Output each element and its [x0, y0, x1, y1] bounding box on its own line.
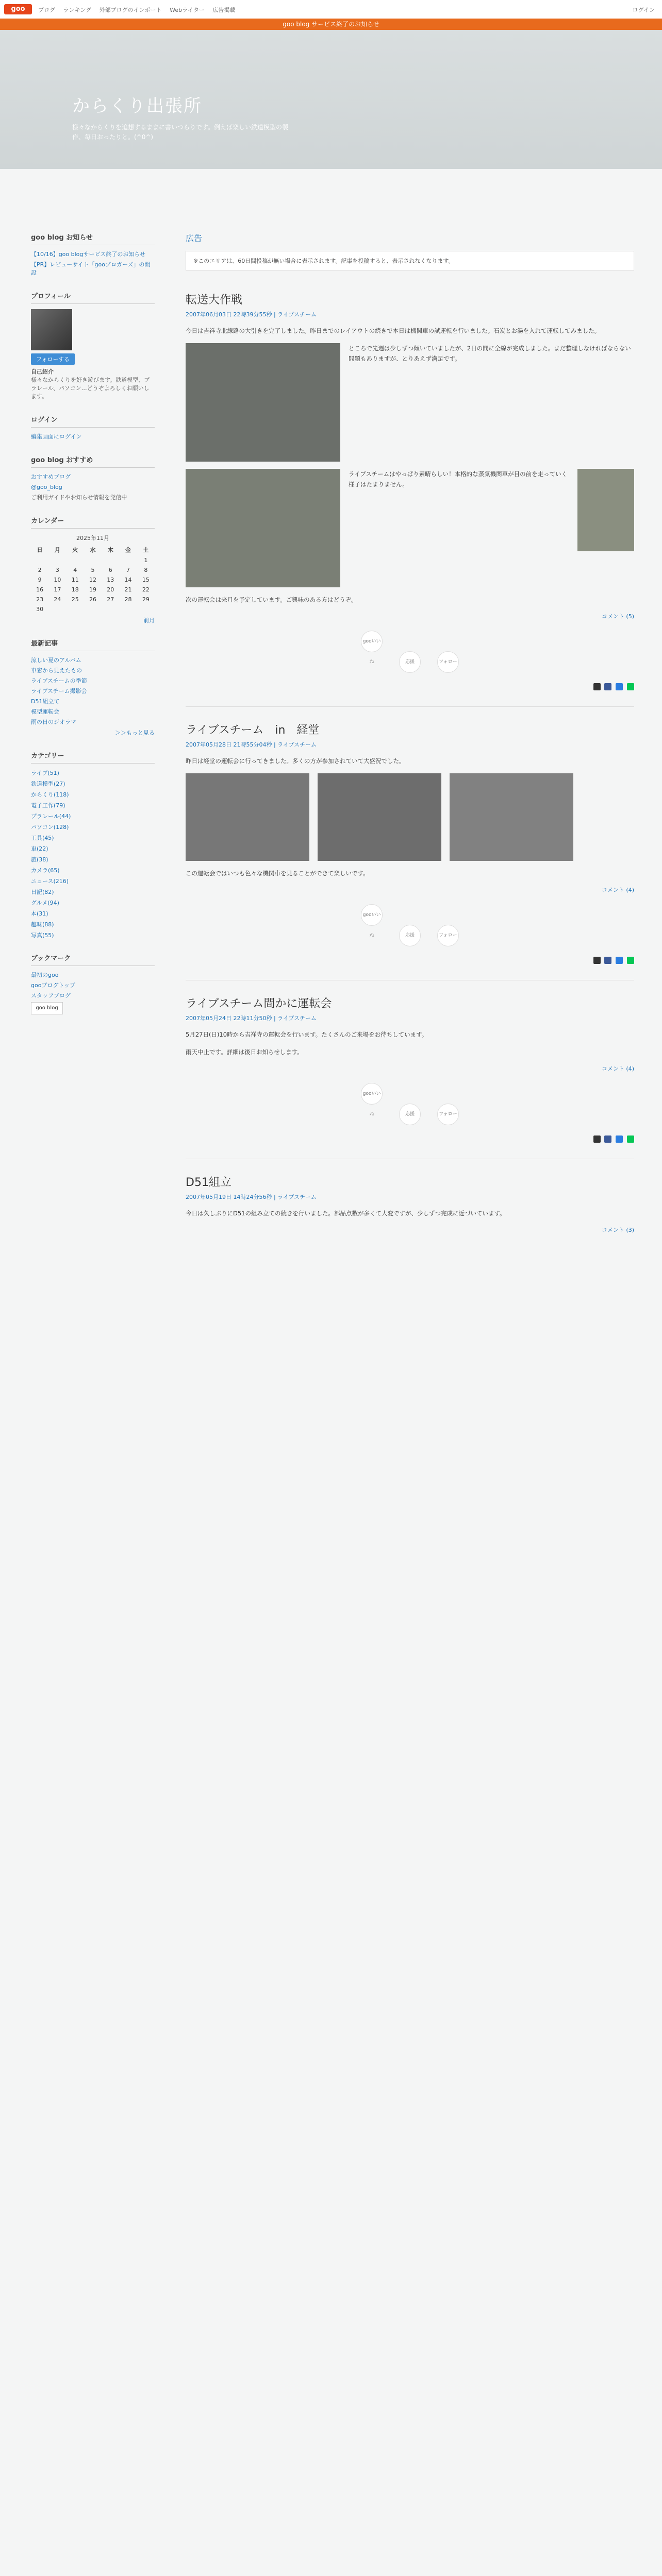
- recent-item[interactable]: 涼しい夏のアルバム: [31, 657, 81, 664]
- hatena-share-icon[interactable]: [616, 1136, 623, 1143]
- category-item[interactable]: 工具(45): [31, 835, 54, 841]
- avatar: [31, 309, 72, 350]
- category-item[interactable]: 車(22): [31, 845, 48, 852]
- calendar-day[interactable]: 16: [36, 586, 44, 593]
- category-item[interactable]: 電子工作(79): [31, 802, 65, 809]
- calendar-day[interactable]: 1: [144, 557, 148, 564]
- entry-paragraph: 5月27日(日)10時から吉祥寺の運転会を行います。たくさんのご来場をお待ちしています。: [186, 1031, 428, 1038]
- reaction-badge[interactable]: gooいいね: [361, 1083, 383, 1105]
- recommend-item[interactable]: おすすめブログ: [31, 473, 71, 480]
- section-title: ログイン: [31, 414, 155, 428]
- calendar-day[interactable]: 27: [107, 596, 114, 603]
- recent-item[interactable]: ライブスチーム撮影会: [31, 688, 87, 694]
- entry-title[interactable]: D51組立: [186, 1176, 231, 1189]
- login-section: [31, 414, 155, 441]
- calendar-day[interactable]: 25: [71, 596, 79, 603]
- profile-text: 様々なからくりを好き遊びます。鉄道模型、プラレール、パソコン…どうぞよろしくお願いします。: [31, 377, 150, 400]
- category-item[interactable]: カメラ(65): [31, 867, 60, 874]
- recommend-note: ご利用ガイドやお知らせ情報を発信中: [31, 494, 127, 501]
- facebook-share-icon[interactable]: [604, 957, 611, 964]
- calendar-day[interactable]: 12: [89, 577, 96, 583]
- category-section: [31, 750, 155, 939]
- category-item[interactable]: パソコン(128): [31, 824, 69, 831]
- section-title: カテゴリー: [31, 750, 155, 764]
- blog-entry: [186, 291, 634, 692]
- calendar-day: [137, 604, 155, 614]
- calendar-day: [84, 604, 102, 614]
- entry-title[interactable]: ライブスチーム間かに運転会: [186, 997, 332, 1010]
- facebook-share-icon[interactable]: [604, 683, 611, 690]
- line-share-icon[interactable]: [627, 1136, 634, 1143]
- comment-link[interactable]: コメント (3): [601, 1227, 634, 1233]
- top-nav-item[interactable]: 外部ブログのインポート: [99, 7, 162, 13]
- hatena-share-icon[interactable]: [616, 683, 623, 690]
- reaction-badge[interactable]: フォロー: [437, 1104, 459, 1125]
- recent-item[interactable]: 雨の日のジオラマ: [31, 719, 76, 725]
- blog-header: [0, 30, 662, 169]
- entry-paragraph: 雨天中止です。詳細は後日お知らせします。: [186, 1048, 303, 1056]
- section-title: カレンダー: [31, 515, 155, 529]
- recommend-item[interactable]: @goo_blog: [31, 484, 62, 490]
- facebook-share-icon[interactable]: [604, 1136, 611, 1143]
- x-share-icon[interactable]: [593, 683, 601, 690]
- goo-logo[interactable]: goo: [4, 4, 32, 14]
- service-end-banner[interactable]: goo blog サービス終了のお知らせ: [0, 19, 662, 30]
- section-title: 最新記事: [31, 638, 155, 651]
- small-photo[interactable]: [577, 469, 634, 551]
- reaction-badge[interactable]: フォロー: [437, 925, 459, 946]
- calendar-table: [31, 544, 155, 614]
- recent-more[interactable]: ＞＞もっと見る: [115, 730, 155, 736]
- calendar-day[interactable]: 19: [89, 586, 96, 593]
- main-content: [186, 232, 634, 1240]
- calendar-weekday: 水: [90, 547, 96, 553]
- x-share-icon[interactable]: [593, 957, 601, 964]
- reaction-badge[interactable]: 応援: [399, 1104, 421, 1125]
- calendar-day[interactable]: 2: [38, 567, 42, 573]
- category-item[interactable]: グルメ(94): [31, 900, 59, 906]
- section-title: ブックマーク: [31, 953, 155, 966]
- calendar-day[interactable]: 9: [38, 577, 42, 583]
- entry-paragraph: ライブスチームはやっぱり素晴らしい！本格的な蒸気機関車が目の前を走っていく様子はたまりません。: [349, 470, 568, 488]
- calendar-day: [119, 604, 137, 614]
- recent-item[interactable]: 車窓から見えたもの: [31, 667, 82, 674]
- entry-body: [186, 326, 634, 605]
- calendar-day: [102, 604, 119, 614]
- recent-item[interactable]: D51組立て: [31, 698, 60, 705]
- calendar-day[interactable]: 4: [73, 567, 77, 573]
- follow-button[interactable]: フォローする: [31, 353, 75, 365]
- profile-name: 自己紹介: [31, 368, 54, 375]
- comment-link[interactable]: コメント (4): [601, 887, 634, 893]
- share-buttons: [186, 1136, 634, 1144]
- line-share-icon[interactable]: [627, 683, 634, 690]
- comment-link[interactable]: コメント (5): [601, 613, 634, 620]
- entry-paragraph: 今日は久しぶりにD51の組み立ての続きを行いました。部品点数が多くて大変ですが、少しずつ完成に近づいています。: [186, 1210, 506, 1217]
- top-nav: [38, 6, 241, 14]
- calendar-day[interactable]: 29: [142, 596, 150, 603]
- reaction-badges: [186, 631, 634, 673]
- top-nav-item[interactable]: 広告掲載: [212, 7, 236, 13]
- recent-section: [31, 638, 155, 737]
- calendar-day[interactable]: 30: [36, 606, 44, 613]
- calendar-day[interactable]: 18: [71, 586, 79, 593]
- login-item[interactable]: 編集画面にログイン: [31, 433, 82, 440]
- category-item[interactable]: 趣味(88): [31, 921, 54, 928]
- entry-body: [186, 756, 634, 878]
- blog-entry: [186, 721, 634, 965]
- category-item[interactable]: 本(31): [31, 910, 48, 917]
- entry-title[interactable]: ライブスチーム in 経堂: [186, 724, 320, 737]
- bookmark-item[interactable]: スタッフブログ: [31, 992, 71, 999]
- calendar-day[interactable]: 10: [54, 577, 61, 583]
- calendar-prev[interactable]: 前月: [143, 617, 155, 624]
- category-item[interactable]: 写真(55): [31, 932, 54, 939]
- calendar-section: [31, 515, 155, 624]
- top-bar: [0, 0, 662, 19]
- comment-link[interactable]: コメント (4): [601, 1065, 634, 1072]
- entry-paragraph: この運転会ではいつも色々な機関車を見ることができて楽しいです。: [186, 870, 369, 877]
- calendar-day[interactable]: 20: [107, 586, 114, 593]
- blog-entry: [186, 1174, 634, 1234]
- section-title: プロフィール: [31, 291, 155, 304]
- share-buttons: [186, 683, 634, 692]
- bookmark-item[interactable]: gooブログトップ: [31, 982, 76, 989]
- profile-section: [31, 291, 155, 401]
- sidebar: [31, 232, 155, 1028]
- calendar-day[interactable]: 14: [124, 577, 132, 583]
- calendar-day: [48, 555, 66, 565]
- goo-blog-badge[interactable]: goo blog: [31, 1002, 63, 1014]
- entry-paragraph: ところで先週は少しずつ傾いていましたが、2日の間に全線が完成しました。まだ整理しなければならない問題もありますが、とりあえず満足です。: [349, 345, 631, 362]
- calendar-weekday: 木: [107, 547, 113, 553]
- calendar-day: [67, 555, 84, 565]
- entry-paragraph: 昨日は経堂の運転会に行ってきました。多くの方が参加されていて大盛況でした。: [186, 757, 405, 765]
- ad-label: 広告: [186, 233, 203, 243]
- calendar-day[interactable]: 21: [124, 586, 132, 593]
- reaction-badge[interactable]: 応援: [399, 925, 421, 946]
- news-item[interactable]: 【10/16】goo blogサービス終了のお知らせ: [31, 251, 146, 258]
- reaction-badges: [186, 904, 634, 946]
- calendar-day[interactable]: 28: [124, 596, 132, 603]
- entry-paragraph: 今日は吉祥寺北線路の大引きを完了しました。昨日までのレイアウトの続きで本日は機関車の試運転を行いました。石炭とお湯を入れて運転してみました。: [186, 327, 601, 334]
- calendar-day[interactable]: 7: [126, 567, 130, 573]
- train-photo[interactable]: [186, 343, 340, 462]
- x-share-icon[interactable]: [593, 1136, 601, 1143]
- divider: [186, 706, 634, 707]
- login-link[interactable]: ログイン: [632, 7, 655, 13]
- news-section: [31, 232, 155, 277]
- top-nav-item[interactable]: Webライター: [170, 7, 205, 13]
- blog-description: 様々なからくりを追想するままに書いつらりです。例えば楽しい鉄道模型の製作、毎日おったりと。(^0^): [72, 124, 289, 141]
- calendar-day: [102, 555, 119, 565]
- top-nav-item[interactable]: ランキング: [63, 7, 92, 13]
- entry-body: [186, 1208, 634, 1218]
- category-item[interactable]: 旅(38): [31, 856, 48, 863]
- reaction-badge[interactable]: フォロー: [437, 651, 459, 673]
- calendar-day[interactable]: 15: [142, 577, 150, 583]
- calendar-day: [119, 555, 137, 565]
- calendar-day[interactable]: 3: [55, 567, 59, 573]
- recent-item[interactable]: 模型運転会: [31, 708, 59, 715]
- category-item[interactable]: ニュース(216): [31, 878, 69, 885]
- calendar-day[interactable]: 6: [108, 567, 112, 573]
- calendar-day: [48, 604, 66, 614]
- recent-item[interactable]: ライブスチームの季節: [31, 677, 87, 684]
- inactive-notice: ※このエリアは、60日間投稿が無い場合に表示されます。記事を投稿すると、表示されなくなります。: [186, 251, 634, 270]
- entry-body: [186, 1029, 634, 1057]
- blog-entry: [186, 995, 634, 1144]
- bookmark-item[interactable]: 最初のgoo: [31, 972, 59, 978]
- calendar-day[interactable]: 22: [142, 586, 150, 593]
- category-item[interactable]: からくり(118): [31, 791, 69, 798]
- calendar-day[interactable]: 13: [107, 577, 114, 583]
- top-nav-item[interactable]: ブログ: [38, 7, 55, 13]
- event-photo[interactable]: [450, 773, 573, 861]
- event-photo[interactable]: [318, 773, 441, 861]
- calendar-month: 2025年11月: [76, 535, 109, 541]
- entry-meta[interactable]: 2007年05月24日 22時11分50秒 | ライブスチーム: [186, 1015, 317, 1022]
- calendar-day[interactable]: 24: [54, 596, 61, 603]
- entry-title[interactable]: 転送大作戦: [186, 294, 243, 307]
- share-buttons: [186, 957, 634, 965]
- calendar-weekday: 月: [54, 547, 60, 553]
- entry-meta[interactable]: 2007年05月28日 21時55分04秒 | ライブスチーム: [186, 741, 317, 748]
- calendar-day[interactable]: 5: [91, 567, 95, 573]
- calendar-day[interactable]: 17: [54, 586, 61, 593]
- calendar-day[interactable]: 11: [71, 577, 79, 583]
- bookmark-section: [31, 953, 155, 1014]
- category-item[interactable]: プラレール(44): [31, 813, 71, 820]
- category-item[interactable]: 鉄道模型(27): [31, 781, 65, 787]
- news-item[interactable]: 【PR】レビューサイト「gooブロガーズ」の開設: [31, 261, 151, 276]
- calendar-day[interactable]: 23: [36, 596, 44, 603]
- layout-photo[interactable]: [186, 469, 340, 587]
- event-photo[interactable]: [186, 773, 309, 861]
- category-item[interactable]: 日記(82): [31, 889, 54, 895]
- calendar-day[interactable]: 26: [89, 596, 96, 603]
- calendar-weekday: 金: [125, 547, 131, 553]
- calendar-day[interactable]: 8: [144, 567, 148, 573]
- hatena-share-icon[interactable]: [616, 957, 623, 964]
- calendar-day: [84, 555, 102, 565]
- reaction-badges: [186, 1083, 634, 1125]
- calendar-weekday: 火: [72, 547, 78, 553]
- section-title: goo blog おすすめ: [31, 454, 155, 468]
- calendar-weekday: 土: [143, 547, 149, 553]
- entry-meta[interactable]: 2007年05月19日 14時24分56秒 | ライブスチーム: [186, 1194, 317, 1200]
- recommend-section: [31, 454, 155, 502]
- calendar-day: [31, 555, 48, 565]
- calendar-day: [67, 604, 84, 614]
- line-share-icon[interactable]: [627, 957, 634, 964]
- section-title: goo blog お知らせ: [31, 232, 155, 245]
- category-item[interactable]: ライブ(51): [31, 770, 59, 776]
- entry-paragraph: 次の運転会は来月を予定しています。ご興味のある方はどうぞ。: [186, 596, 357, 603]
- blog-title[interactable]: からくり出張所: [72, 96, 202, 116]
- reaction-badge[interactable]: 応援: [399, 651, 421, 673]
- calendar-weekday: 日: [37, 547, 43, 553]
- entry-meta[interactable]: 2007年06月03日 22時39分55秒 | ライブスチーム: [186, 311, 317, 318]
- reaction-badge[interactable]: gooいいね: [361, 904, 383, 926]
- reaction-badge[interactable]: gooいいね: [361, 631, 383, 652]
